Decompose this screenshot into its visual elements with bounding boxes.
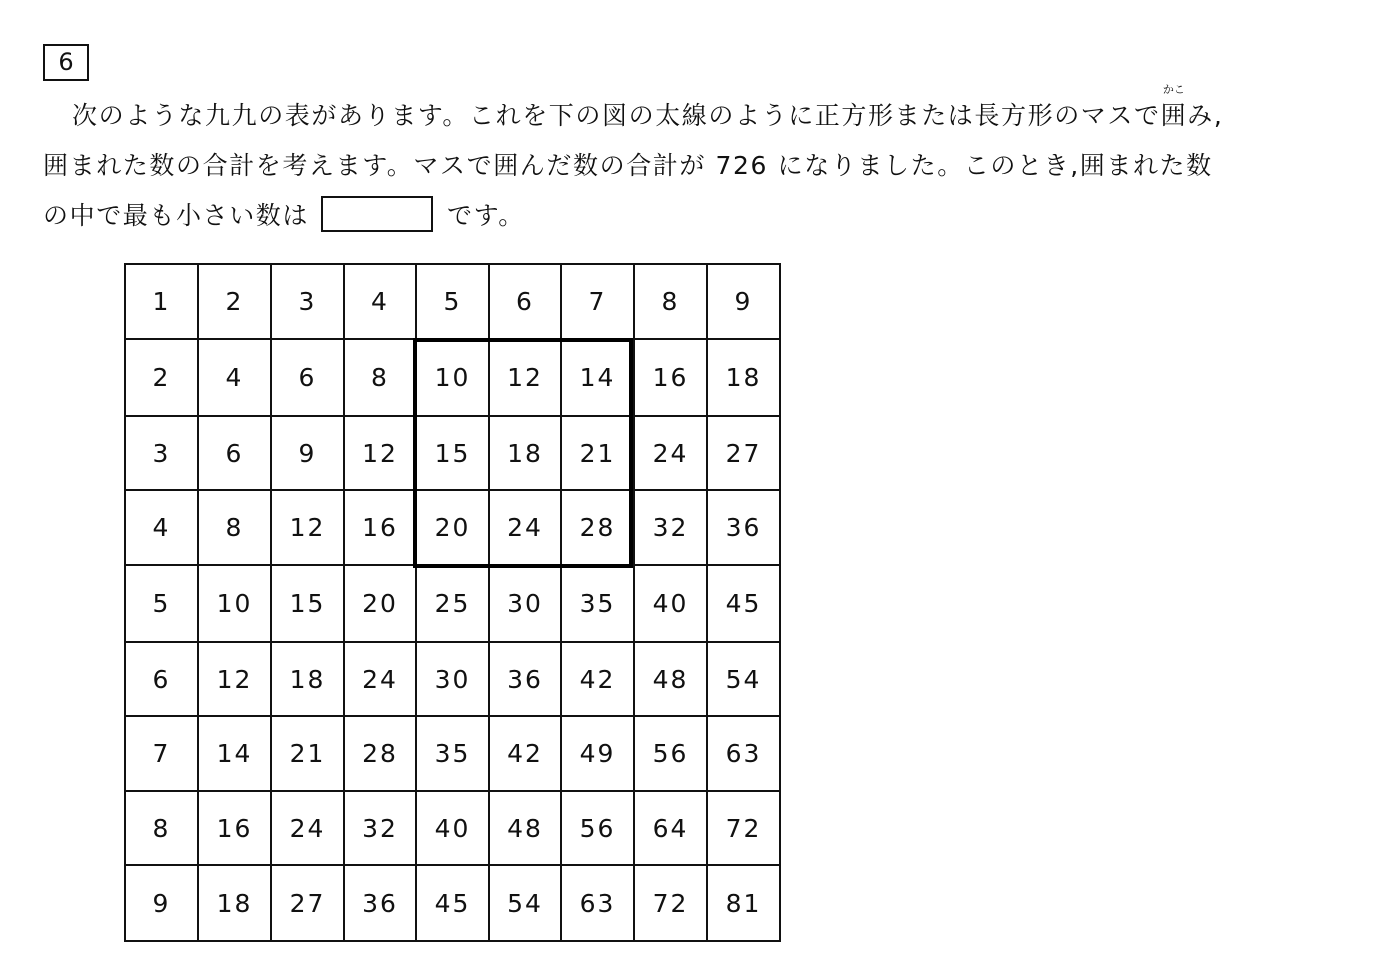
problem-text-line-1 xyxy=(72,83,1224,132)
table-cell: 24 xyxy=(271,791,344,865)
table-cell: 2 xyxy=(198,264,271,339)
table-cell: 40 xyxy=(634,565,707,642)
table-cell: 20 xyxy=(344,565,416,642)
table-cell: 16 xyxy=(634,339,707,416)
table-cell: 49 xyxy=(561,716,634,791)
table-cell: 54 xyxy=(489,865,561,941)
table-cell: 16 xyxy=(344,490,416,565)
table-cell: 24 xyxy=(634,416,707,490)
table-cell: 4 xyxy=(125,490,198,565)
multiplication-table xyxy=(124,263,781,942)
table-cell: 14 xyxy=(561,339,634,416)
table-cell: 12 xyxy=(344,416,416,490)
table-cell: 54 xyxy=(707,642,780,716)
table-cell: 3 xyxy=(125,416,198,490)
table-cell: 40 xyxy=(416,791,489,865)
table-cell: 72 xyxy=(707,791,780,865)
question-number: 6 xyxy=(43,44,89,81)
table-cell: 48 xyxy=(634,642,707,716)
table-cell: 35 xyxy=(416,716,489,791)
table-cell: 8 xyxy=(198,490,271,565)
answer-box[interactable] xyxy=(321,196,433,232)
table-cell: 9 xyxy=(271,416,344,490)
table-cell: 45 xyxy=(707,565,780,642)
problem-text-3a: の中で最も小さい数は xyxy=(43,201,310,230)
table-cell: 64 xyxy=(634,791,707,865)
table-cell: 36 xyxy=(344,865,416,941)
table-row xyxy=(125,565,780,642)
table-cell: 30 xyxy=(416,642,489,716)
table-cell: 7 xyxy=(561,264,634,339)
table-cell: 8 xyxy=(125,791,198,865)
table-cell: 45 xyxy=(416,865,489,941)
table-cell: 18 xyxy=(271,642,344,716)
table-cell: 16 xyxy=(198,791,271,865)
ruby-reading: かこ xyxy=(1162,83,1185,96)
problem-text-line-3 xyxy=(43,196,525,235)
table-cell: 12 xyxy=(271,490,344,565)
table-row xyxy=(125,865,780,941)
table-cell: 24 xyxy=(489,490,561,565)
table-cell: 8 xyxy=(344,339,416,416)
table-cell: 4 xyxy=(344,264,416,339)
table-cell: 42 xyxy=(561,642,634,716)
table-row xyxy=(125,791,780,865)
table-cell: 7 xyxy=(125,716,198,791)
table-cell: 9 xyxy=(125,865,198,941)
table-cell: 56 xyxy=(634,716,707,791)
table-cell: 18 xyxy=(489,416,561,490)
problem-text-1b: み, xyxy=(1187,101,1224,130)
problem-text-1a: 次のような九九の表があります。これを下の図の太線のように正方形または長方形のマスで xyxy=(72,101,1161,130)
table-cell: 15 xyxy=(416,416,489,490)
table-cell: 28 xyxy=(344,716,416,791)
table-cell: 6 xyxy=(271,339,344,416)
table-row xyxy=(125,416,780,490)
table-cell: 5 xyxy=(125,565,198,642)
ruby-base: 囲 xyxy=(1160,101,1188,130)
table-cell: 6 xyxy=(125,642,198,716)
table-row xyxy=(125,642,780,716)
table-cell: 63 xyxy=(707,716,780,791)
table-cell: 36 xyxy=(707,490,780,565)
table-cell: 21 xyxy=(271,716,344,791)
table-cell: 4 xyxy=(198,339,271,416)
table-cell: 81 xyxy=(707,865,780,941)
table-cell: 48 xyxy=(489,791,561,865)
table-row xyxy=(125,716,780,791)
table-cell: 27 xyxy=(271,865,344,941)
table-cell: 20 xyxy=(416,490,489,565)
table-cell: 10 xyxy=(416,339,489,416)
table-cell: 1 xyxy=(125,264,198,339)
table-cell: 18 xyxy=(707,339,780,416)
table-cell: 6 xyxy=(198,416,271,490)
table-row xyxy=(125,264,780,339)
table-row xyxy=(125,339,780,416)
table-cell: 9 xyxy=(707,264,780,339)
ruby-kakomi xyxy=(1160,83,1188,132)
table-cell: 27 xyxy=(707,416,780,490)
table-cell: 42 xyxy=(489,716,561,791)
table-cell: 28 xyxy=(561,490,634,565)
table-cell: 32 xyxy=(634,490,707,565)
table-cell: 18 xyxy=(198,865,271,941)
table-cell: 35 xyxy=(561,565,634,642)
table-cell: 3 xyxy=(271,264,344,339)
table-cell: 56 xyxy=(561,791,634,865)
table-cell: 14 xyxy=(198,716,271,791)
table-cell: 30 xyxy=(489,565,561,642)
problem-text-line-2: 囲まれた数の合計を考えます。マスで囲んだ数の合計が 726 になりました。このとき,囲まれた数 xyxy=(43,151,1213,180)
table-cell: 36 xyxy=(489,642,561,716)
table-cell: 2 xyxy=(125,339,198,416)
table-cell: 24 xyxy=(344,642,416,716)
table-cell: 21 xyxy=(561,416,634,490)
table-cell: 12 xyxy=(489,339,561,416)
table-cell: 15 xyxy=(271,565,344,642)
table-cell: 8 xyxy=(634,264,707,339)
table-cell: 5 xyxy=(416,264,489,339)
table-row xyxy=(125,490,780,565)
multiplication-table-figure xyxy=(124,263,779,940)
table-cell: 63 xyxy=(561,865,634,941)
table-cell: 32 xyxy=(344,791,416,865)
table-cell: 10 xyxy=(198,565,271,642)
problem-text-3b: です。 xyxy=(447,201,525,230)
table-cell: 25 xyxy=(416,565,489,642)
table-cell: 6 xyxy=(489,264,561,339)
table-cell: 72 xyxy=(634,865,707,941)
table-cell: 12 xyxy=(198,642,271,716)
